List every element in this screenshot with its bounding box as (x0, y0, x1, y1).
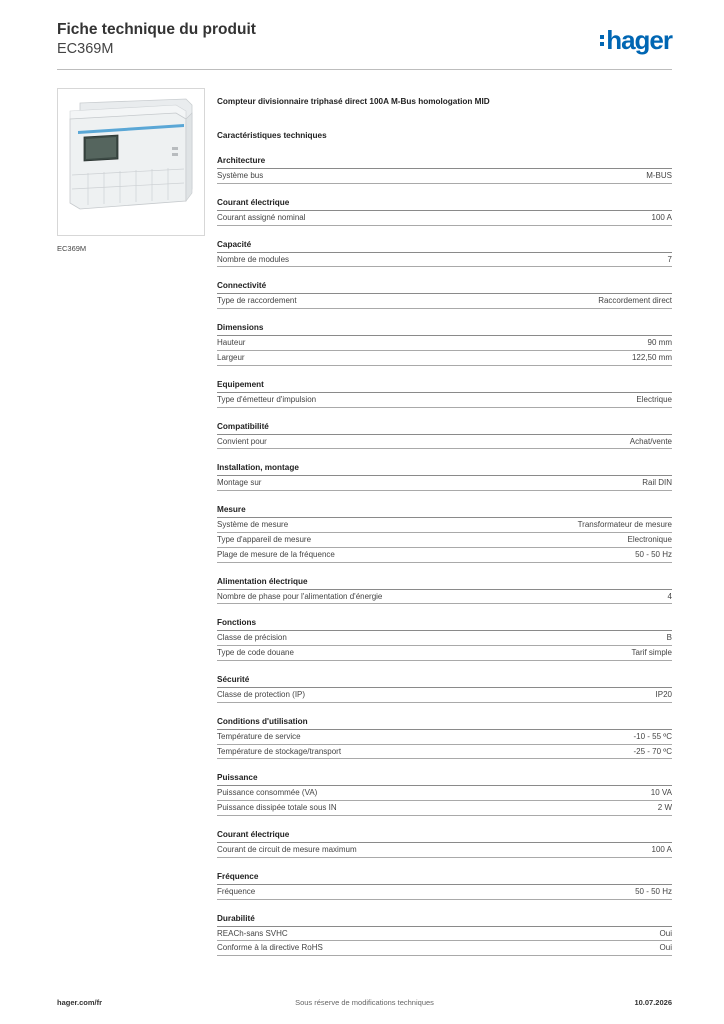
spec-group (217, 379, 672, 408)
spec-row (217, 533, 672, 548)
spec-label: Type de raccordement (217, 296, 297, 306)
spec-label: Température de stockage/transport (217, 746, 342, 756)
spec-row (217, 476, 672, 491)
spec-label: Système bus (217, 171, 264, 180)
spec-group (217, 913, 672, 957)
spec-row (217, 927, 672, 942)
spec-group (217, 829, 672, 858)
spec-group-title: Architecture (217, 155, 672, 169)
spec-label: Puissance dissipée totale sous IN (217, 803, 337, 813)
spec-value: Achat/vente (629, 436, 672, 446)
spec-value: 122,50 mm (631, 352, 672, 362)
spec-group-title: Compatibilité (217, 421, 672, 435)
spec-label: Plage de mesure de la fréquence (217, 549, 335, 559)
spec-group-title: Dimensions (217, 322, 672, 336)
spec-row (217, 518, 672, 533)
spec-value: -25 - 70 ºC (633, 746, 672, 756)
spec-value: Oui (659, 943, 672, 953)
spec-group (217, 197, 672, 226)
product-specifications (217, 96, 672, 956)
spec-group-title: Puissance (217, 772, 672, 786)
spec-value: -10 - 55 ºC (633, 731, 672, 741)
spec-group-title: Capacité (217, 239, 672, 253)
product-image (57, 88, 205, 236)
footer-website-link[interactable]: hager.com/fr (57, 998, 103, 1007)
spec-label: Convient pour (217, 436, 267, 446)
logo-dots-icon (600, 35, 604, 46)
spec-group (217, 617, 672, 661)
spec-row (217, 435, 672, 450)
spec-label: Système de mesure (217, 520, 289, 530)
spec-row (217, 294, 672, 309)
spec-group (217, 772, 672, 816)
product-reference: EC369M (57, 41, 114, 57)
hager-logo[interactable] (600, 26, 672, 54)
spec-row (217, 351, 672, 366)
spec-group-title: Sécurité (217, 674, 672, 688)
spec-value: 90 mm (647, 338, 672, 348)
spec-group (217, 280, 672, 309)
spec-label: Type d'appareil de mesure (217, 534, 312, 544)
spec-group-title: Fréquence (217, 871, 672, 885)
spec-value: Electrique (636, 394, 672, 404)
spec-value: B (666, 633, 672, 643)
page-header (57, 20, 672, 70)
spec-group (217, 322, 672, 366)
spec-label: Nombre de phase pour l'alimentation d'énergie (217, 591, 383, 601)
spec-value: 2 W (657, 803, 672, 813)
spec-row (217, 885, 672, 900)
spec-group (217, 155, 672, 184)
spec-value: Rail DIN (642, 478, 672, 488)
spec-group-title: Fonctions (217, 617, 672, 631)
spec-value: 100 A (651, 844, 672, 854)
spec-label: Courant assigné nominal (217, 212, 306, 222)
spec-value: IP20 (655, 689, 672, 699)
product-description: Compteur divisionnaire triphasé direct 100A M-Bus homologation MID (217, 97, 490, 106)
spec-row (217, 336, 672, 351)
spec-group-title: Courant électrique (217, 829, 672, 843)
spec-row (217, 730, 672, 745)
spec-label: Hauteur (217, 338, 246, 348)
spec-label: Nombre de modules (217, 254, 290, 264)
spec-group-title: Connectivité (217, 280, 672, 294)
spec-row (217, 211, 672, 226)
spec-value: Transformateur de mesure (577, 520, 672, 530)
footer-notice: Sous réserve de modifications techniques (295, 998, 434, 1007)
spec-value: Oui (659, 928, 672, 938)
spec-row (217, 590, 672, 605)
spec-row (217, 688, 672, 703)
energy-meter-icon (58, 89, 204, 235)
specification-groups (217, 155, 672, 956)
spec-row (217, 253, 672, 268)
spec-value: M-BUS (646, 171, 672, 180)
specifications-heading: Caractéristiques techniques (217, 131, 327, 140)
spec-row (217, 631, 672, 646)
footer-date: 10.07.2026 (634, 998, 672, 1007)
spec-value: 50 - 50 Hz (635, 549, 672, 559)
spec-group (217, 421, 672, 450)
spec-label: Largeur (217, 352, 245, 362)
spec-group-title: Installation, montage (217, 462, 672, 476)
spec-value: Raccordement direct (598, 296, 672, 306)
spec-group (217, 504, 672, 562)
spec-group-title: Conditions d'utilisation (217, 716, 672, 730)
spec-value: Tarif simple (631, 648, 672, 658)
spec-label: Classe de protection (IP) (217, 689, 306, 699)
spec-group-title: Durabilité (217, 913, 672, 927)
spec-value: 100 A (651, 212, 672, 222)
spec-value: Electronique (627, 534, 672, 544)
spec-group-title: Alimentation électrique (217, 576, 672, 590)
spec-row (217, 548, 672, 563)
spec-group (217, 674, 672, 703)
spec-label: Type d'émetteur d'impulsion (217, 394, 317, 404)
spec-label: Type de code douane (217, 648, 294, 658)
spec-row (217, 843, 672, 858)
spec-label: Conforme à la directive RoHS (217, 943, 323, 953)
page-title: Fiche technique du produit (57, 21, 256, 38)
product-image-caption: EC369M (57, 244, 87, 253)
spec-group-title: Equipement (217, 379, 672, 393)
spec-label: Montage sur (217, 478, 262, 488)
spec-row (217, 393, 672, 408)
spec-value: 10 VA (650, 788, 672, 798)
spec-label: Puissance consommée (VA) (217, 788, 318, 798)
spec-row (217, 169, 672, 184)
logo-text: hager (606, 25, 672, 55)
spec-group (217, 576, 672, 605)
spec-label: Courant de circuit de mesure maximum (217, 844, 357, 854)
spec-row (217, 941, 672, 956)
spec-group (217, 462, 672, 491)
spec-group (217, 871, 672, 900)
spec-group (217, 716, 672, 760)
spec-label: Fréquence (217, 886, 256, 896)
spec-label: Classe de précision (217, 633, 287, 643)
spec-group (217, 239, 672, 268)
spec-value: 50 - 50 Hz (635, 886, 672, 896)
spec-label: REACh-sans SVHC (217, 928, 288, 938)
spec-group-title: Mesure (217, 504, 672, 518)
spec-row (217, 786, 672, 801)
spec-label: Température de service (217, 731, 301, 741)
spec-row (217, 646, 672, 661)
spec-value: 4 (667, 591, 672, 601)
spec-row (217, 745, 672, 760)
spec-group-title: Courant électrique (217, 197, 672, 211)
header-divider (57, 69, 672, 70)
spec-value: 7 (667, 254, 672, 264)
spec-row (217, 801, 672, 816)
